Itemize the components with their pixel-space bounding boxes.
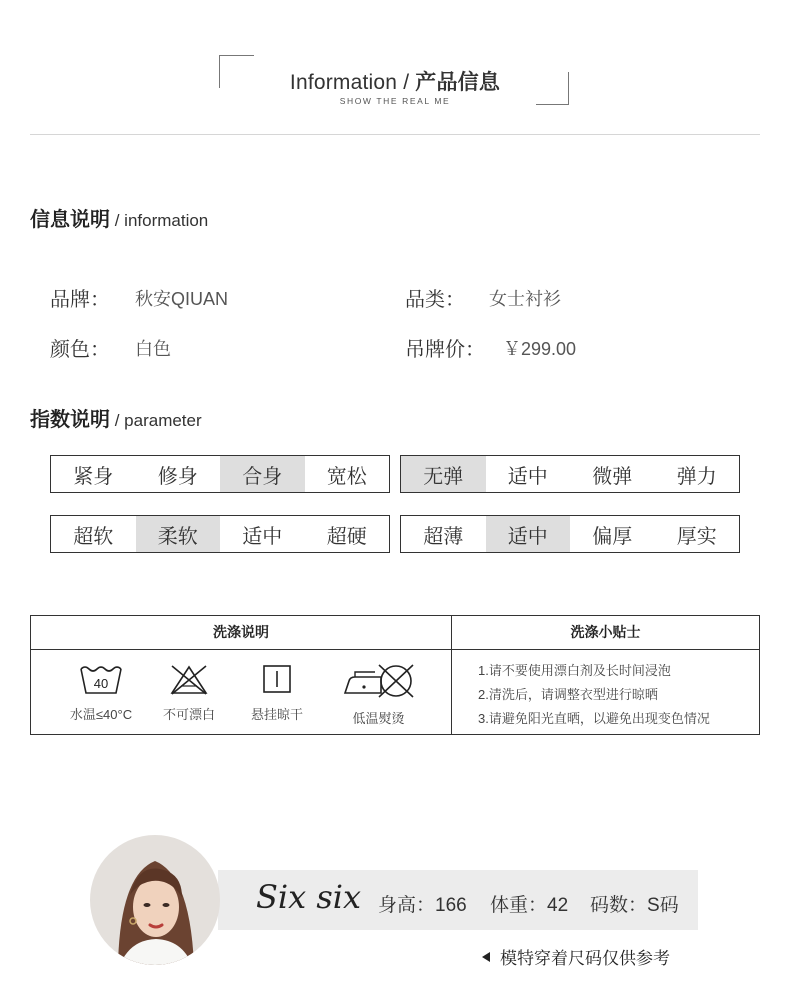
care-label: 低温熨烫: [352, 711, 405, 726]
low-iron-no-dryclean-icon: [341, 663, 417, 699]
care-tip: 1.请不要使用漂白剂及长时间浸泡: [478, 663, 671, 678]
care-item-wash: [56, 663, 146, 723]
wash-tips-title: 洗涤小贴士: [570, 624, 641, 640]
model-size-label: 码数：: [590, 895, 648, 916]
color-label: 颜色：: [50, 339, 110, 361]
model-height-label: 身高：: [378, 895, 436, 916]
scale-option-selected: 无弹: [401, 456, 486, 492]
page-title: [0, 66, 790, 96]
scale-option: 超薄: [423, 525, 464, 548]
care-item-bleach: [149, 663, 229, 723]
category-label: 品类：: [405, 289, 465, 311]
page-subtitle: SHOW THE REAL ME: [339, 96, 451, 106]
price-value: ￥299.00: [503, 339, 577, 359]
hang-dry-icon: [257, 663, 297, 695]
model-name: Six six: [256, 878, 362, 916]
model-weight: [490, 890, 568, 917]
care-label: 水温≤40°C: [69, 707, 133, 722]
scale-option: 弹力: [676, 465, 717, 488]
model-avatar: [90, 835, 220, 965]
scale-option: 适中: [507, 465, 548, 488]
care-table-header-rule: [31, 649, 759, 650]
thickness-scale: [400, 515, 740, 553]
stretch-scale: [400, 455, 740, 493]
header-divider: [30, 134, 760, 135]
info-section-title-en: / information: [110, 211, 209, 230]
model-weight-value: 42: [547, 895, 569, 916]
care-item-dry: [237, 663, 317, 723]
model-size-value: S码: [647, 895, 679, 916]
scale-option-selected: 柔软: [136, 516, 221, 552]
wash-instructions-title: 洗涤说明: [213, 624, 269, 640]
scale-option-selected: 合身: [220, 456, 305, 492]
model-height-value: 166: [435, 895, 467, 916]
page-title-cn: 产品信息: [415, 71, 501, 94]
care-label: 悬挂晾干: [250, 707, 303, 722]
care-tip: 2.清洗后，请调整衣型进行晾晒: [478, 687, 658, 702]
param-section-title: [30, 403, 202, 432]
fit-scale: [50, 455, 390, 493]
wash-temp-symbol: 40: [93, 676, 109, 691]
param-section-title-en: / parameter: [110, 411, 202, 430]
model-size: [590, 890, 679, 917]
scale-option: 适中: [242, 525, 283, 548]
care-tip: 3.请避免阳光直晒，以避免出现变色情况: [478, 711, 710, 726]
model-height: [378, 890, 467, 917]
wash-40-icon: [79, 663, 123, 695]
category-value: 女士衬衫: [489, 289, 561, 309]
color-value: 白色: [135, 339, 171, 359]
scale-option: 宽松: [326, 465, 367, 488]
page-title-separator: /: [397, 71, 416, 94]
scale-option: 超硬: [326, 525, 367, 548]
softness-scale: [50, 515, 390, 553]
size-reference-note: [482, 944, 670, 969]
scale-option: 厚实: [676, 525, 717, 548]
care-item-iron: [336, 663, 421, 727]
scale-option-selected: 适中: [486, 516, 571, 552]
scale-option: 修身: [157, 465, 198, 488]
page-title-en: Information: [289, 71, 398, 94]
scale-option: 微弹: [592, 465, 633, 488]
model-weight-label: 体重：: [490, 895, 548, 916]
info-section-title: [30, 203, 208, 232]
scale-option: 紧身: [73, 465, 114, 488]
brand-label: 品牌：: [50, 289, 110, 311]
no-bleach-icon: [169, 663, 209, 695]
brand-value: 秋安QIUAN: [135, 289, 229, 309]
care-label: 不可漂白: [162, 707, 215, 722]
scale-option: 偏厚: [592, 525, 633, 548]
size-reference-text: 模特穿着尺码仅供参考: [500, 949, 670, 968]
model-portrait-image: [90, 835, 220, 965]
info-section-title-cn: 信息说明: [30, 209, 110, 231]
scale-option: 超软: [73, 525, 114, 548]
left-arrow-icon: [482, 952, 490, 962]
param-section-title-cn: 指数说明: [30, 409, 110, 431]
care-table: [30, 615, 760, 735]
price-label: 吊牌价：: [405, 339, 485, 361]
